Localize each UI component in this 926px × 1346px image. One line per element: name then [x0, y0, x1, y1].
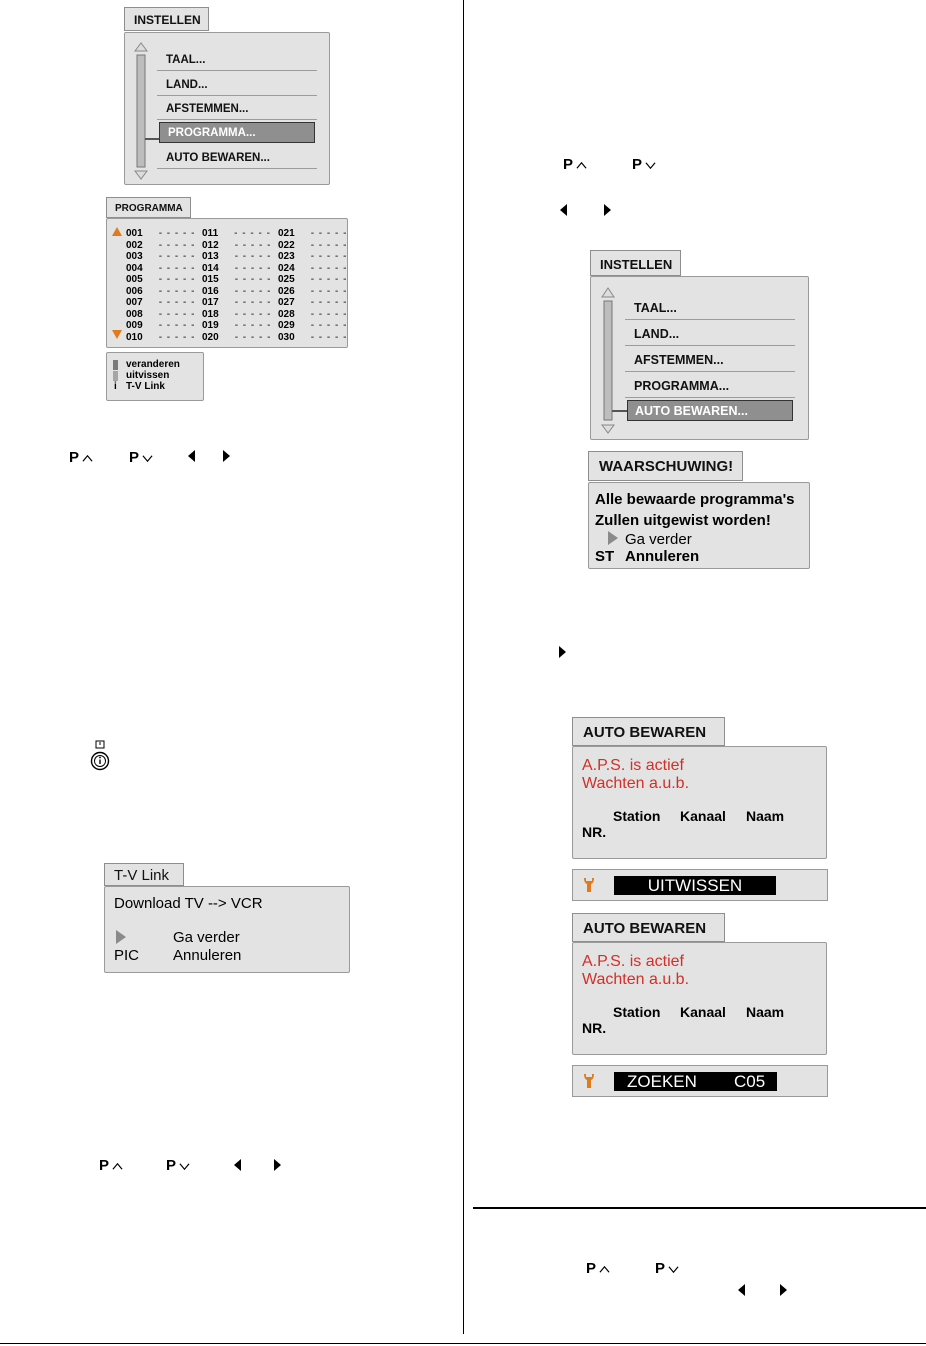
p-up-key	[586, 1260, 610, 1277]
chevron-down-icon	[142, 453, 153, 464]
warning-line-2: Zullen uitgewist worden!	[595, 512, 771, 529]
programma-number: 020	[202, 331, 219, 343]
programma-row[interactable]	[278, 332, 347, 344]
auto-bewaren-tab	[572, 717, 725, 746]
wait-line: Wachten a.u.b.	[582, 775, 690, 792]
col-nr: NR.	[582, 824, 607, 840]
menu-item-auto-bewaren[interactable]	[157, 145, 317, 169]
menu-item-afstemmen[interactable]	[625, 346, 795, 372]
p-up-key	[563, 156, 587, 173]
auto-bewaren-title: AUTO BEWAREN	[583, 920, 707, 937]
right-arrow-icon	[274, 1159, 281, 1171]
status-search-text	[614, 1072, 777, 1091]
menu-item-label: PROGRAMMA...	[634, 379, 730, 393]
programma-row[interactable]	[278, 297, 347, 309]
menu-item-land[interactable]	[625, 320, 795, 346]
warning-cancel-key: ST	[595, 548, 615, 565]
menu-item-label: AFSTEMMEN...	[166, 103, 249, 115]
programma-number: 025	[278, 274, 295, 285]
status-channel: C05	[734, 1072, 766, 1091]
programma-name: - - - - -	[158, 297, 196, 308]
menu-item-label: PROGRAMMA...	[168, 127, 256, 139]
left-arrow-icon	[234, 1159, 241, 1171]
programma-number: 014	[202, 262, 219, 274]
instellen-menu-tab-2	[590, 250, 681, 276]
p-key-letter: P	[586, 1260, 597, 1277]
menu-item-label: TAAL...	[166, 54, 206, 66]
programma-name: - - - - -	[310, 262, 348, 274]
p-key-letter: P	[166, 1157, 177, 1174]
programma-row[interactable]	[278, 320, 347, 332]
tv-link-title: T-V Link	[114, 867, 170, 884]
programma-row[interactable]	[202, 274, 271, 286]
programma-name: - - - - -	[234, 285, 272, 297]
chevron-down-icon	[645, 160, 656, 171]
programma-name: - - - - -	[310, 297, 348, 308]
p-up-key	[69, 449, 93, 466]
right-arrow-icon	[559, 646, 566, 658]
programma-row[interactable]	[126, 251, 195, 263]
legend-tv-link: T-V Link	[126, 381, 165, 392]
chevron-up-icon	[599, 1264, 610, 1275]
programma-row[interactable]	[278, 228, 347, 240]
tv-link-continue[interactable]: Ga verder	[173, 929, 240, 946]
chevron-down-icon	[668, 1264, 679, 1275]
right-arrow-icon	[780, 1284, 787, 1296]
menu-item-afstemmen[interactable]	[157, 96, 317, 120]
programma-name: - - - - -	[234, 251, 272, 262]
col-kanaal: Kanaal	[680, 1004, 726, 1020]
programma-number: 021	[278, 228, 295, 239]
programma-row[interactable]	[202, 332, 271, 344]
programma-row[interactable]	[126, 274, 195, 286]
programma-name: - - - - -	[234, 308, 272, 320]
programma-name: - - - - -	[310, 308, 348, 320]
programma-row[interactable]	[202, 286, 271, 298]
programma-name: - - - - -	[234, 262, 272, 274]
chevron-up-icon	[112, 1161, 123, 1172]
right-arrow-icon	[604, 204, 611, 216]
col-station: Station	[613, 808, 661, 824]
warning-cancel[interactable]: Annuleren	[625, 548, 700, 565]
warning-panel	[588, 482, 810, 569]
p-key-letter: P	[99, 1157, 110, 1174]
column-divider	[463, 0, 464, 1334]
auto-bewaren-tab-2	[572, 913, 725, 942]
scroll-up-icon[interactable]	[112, 227, 122, 236]
tv-link-download-line: Download TV --> VCR	[114, 895, 263, 912]
warning-continue[interactable]: Ga verder	[625, 531, 692, 548]
programma-name: - - - - -	[310, 331, 348, 343]
tv-link-cancel[interactable]: Annuleren	[173, 947, 242, 964]
programma-number: 015	[202, 274, 219, 285]
programma-name: - - - - -	[234, 331, 272, 343]
left-arrow-icon	[738, 1284, 745, 1296]
bottom-rule	[0, 1343, 926, 1344]
status-erase-text	[614, 876, 776, 895]
p-key-letter: P	[129, 449, 140, 466]
menu-item-label: TAAL...	[634, 301, 677, 315]
p-key-letter: P	[632, 156, 643, 173]
programma-name: - - - - -	[158, 251, 196, 262]
p-key-letter: P	[69, 449, 80, 466]
programma-name: - - - - -	[234, 297, 272, 308]
instellen-menu-tab	[124, 7, 209, 31]
programma-title: PROGRAMMA	[115, 203, 183, 214]
programma-number: 006	[126, 285, 143, 297]
col-naam: Naam	[746, 808, 785, 824]
programma-number: 005	[126, 274, 143, 285]
col-kanaal: Kanaal	[680, 808, 726, 824]
programma-number: 018	[202, 308, 219, 320]
programma-row[interactable]	[126, 332, 195, 344]
menu-item-label: LAND...	[166, 79, 208, 91]
programma-row[interactable]	[202, 320, 271, 332]
programma-name: - - - - -	[310, 251, 348, 262]
tv-link-cancel-key: PIC	[114, 947, 140, 964]
programma-number: 024	[278, 262, 295, 274]
instellen-menu-panel-2	[590, 276, 809, 440]
programma-row[interactable]	[202, 228, 271, 240]
menu-item-programma[interactable]	[625, 372, 795, 398]
p-down-key	[166, 1157, 190, 1174]
programma-name: - - - - -	[310, 320, 348, 331]
programma-number: 003	[126, 251, 143, 262]
programma-column	[202, 228, 271, 343]
info-button-icon	[87, 739, 115, 771]
programma-name: - - - - -	[158, 320, 196, 331]
programma-name: - - - - -	[310, 239, 348, 251]
programma-number: 001	[126, 228, 143, 239]
programma-number: 004	[126, 262, 143, 274]
warning-title: WAARSCHUWING!	[599, 458, 734, 475]
programma-name: - - - - -	[158, 274, 196, 285]
menu-item-label: LAND...	[634, 327, 680, 341]
play-icon	[608, 531, 618, 545]
auto-bewaren-panel	[572, 746, 827, 859]
programma-number: 008	[126, 308, 143, 320]
programma-row[interactable]	[278, 274, 347, 286]
programma-row[interactable]	[126, 297, 195, 309]
menu-item-taal[interactable]	[157, 47, 317, 71]
play-icon	[116, 930, 126, 944]
menu-item-programma[interactable]	[159, 122, 315, 143]
aps-status-line: A.P.S. is actief	[582, 757, 684, 774]
wrench-icon	[583, 1073, 595, 1089]
legend-swatch-dark	[113, 360, 118, 370]
chevron-up-icon	[576, 160, 587, 171]
p-key-letter: P	[563, 156, 574, 173]
programma-name: - - - - -	[234, 274, 272, 285]
p-key-letter: P	[655, 1260, 666, 1277]
programma-number: 012	[202, 239, 219, 251]
programma-row[interactable]	[126, 263, 195, 275]
instellen-menu-title: INSTELLEN	[134, 13, 201, 27]
programma-name: - - - - -	[234, 228, 271, 239]
legend-veranderen: veranderen	[126, 359, 180, 370]
programma-name: - - - - -	[158, 262, 196, 274]
p-down-key	[655, 1260, 679, 1277]
menu-item-auto-bewaren[interactable]	[627, 400, 793, 421]
menu-item-label: AUTO BEWAREN...	[635, 404, 748, 418]
programma-number: 023	[278, 251, 295, 262]
left-arrow-icon	[188, 450, 195, 462]
programma-row[interactable]	[126, 286, 195, 298]
programma-number: 030	[278, 331, 295, 343]
auto-bewaren-status-bar	[572, 869, 828, 901]
programma-name: - - - - -	[310, 285, 348, 297]
programma-grid	[126, 228, 346, 346]
col-station: Station	[613, 1004, 661, 1020]
status-text: UITWISSEN	[647, 876, 743, 895]
programma-row[interactable]	[278, 251, 347, 263]
programma-row[interactable]	[126, 309, 195, 321]
wait-line: Wachten a.u.b.	[582, 971, 690, 988]
programma-column	[126, 228, 195, 343]
programma-row[interactable]	[126, 320, 195, 332]
p-down-key	[632, 156, 656, 173]
status-text: ZOEKEN	[627, 1072, 697, 1091]
programma-row[interactable]	[278, 240, 347, 252]
programma-name: - - - - -	[158, 331, 196, 343]
menu-item-land[interactable]	[157, 72, 317, 96]
programma-name: - - - - -	[158, 285, 196, 297]
programma-number: 027	[278, 297, 295, 308]
programma-legend	[106, 352, 204, 401]
menu-item-taal[interactable]	[625, 293, 795, 320]
col-nr: NR.	[582, 1020, 607, 1036]
programma-number: 016	[202, 285, 219, 297]
section-rule	[473, 1207, 926, 1209]
warning-tab	[588, 451, 743, 481]
programma-row[interactable]	[202, 309, 271, 321]
programma-number: 013	[202, 251, 219, 262]
programma-row[interactable]	[126, 240, 195, 252]
programma-number: 028	[278, 308, 295, 320]
programma-name: - - - - -	[158, 228, 196, 239]
legend-swatch-gray	[113, 371, 118, 381]
menu-item-label: AUTO BEWAREN...	[166, 152, 270, 164]
programma-number: 017	[202, 297, 219, 308]
warning-line-1: Alle bewaarde programma's	[595, 491, 795, 508]
programma-number: 002	[126, 239, 143, 251]
programma-name: - - - - -	[310, 274, 348, 285]
auto-bewaren-title: AUTO BEWAREN	[583, 724, 707, 741]
instellen-menu-panel	[124, 32, 330, 185]
programma-number: 019	[202, 320, 219, 331]
tv-link-panel	[104, 886, 350, 973]
programma-row[interactable]	[202, 240, 271, 252]
programma-number: 011	[202, 228, 219, 239]
left-arrow-icon	[560, 204, 567, 216]
programma-row[interactable]	[202, 297, 271, 309]
p-up-key	[99, 1157, 123, 1174]
programma-name: - - - - -	[158, 239, 196, 251]
programma-name: - - - - -	[310, 228, 348, 239]
aps-status-line: A.P.S. is actief	[582, 953, 684, 970]
instellen-menu-title: INSTELLEN	[600, 257, 673, 272]
legend-uitvissen: uitvissen	[126, 370, 170, 381]
programma-row[interactable]	[278, 286, 347, 298]
programma-number: 029	[278, 320, 295, 331]
auto-bewaren-status-bar-2	[572, 1065, 828, 1097]
auto-bewaren-panel-2	[572, 942, 827, 1055]
programma-number: 010	[126, 331, 143, 343]
scroll-down-icon[interactable]	[112, 330, 122, 339]
tv-link-tab	[104, 863, 184, 886]
chevron-down-icon	[179, 1161, 190, 1172]
programma-number: 009	[126, 320, 143, 331]
programma-name: - - - - -	[234, 320, 272, 331]
p-down-key	[129, 449, 153, 466]
programma-tab	[106, 197, 191, 218]
programma-number: 026	[278, 285, 295, 297]
info-icon: i	[114, 381, 117, 392]
programma-number: 007	[126, 297, 143, 308]
chevron-up-icon	[82, 453, 93, 464]
programma-name: - - - - -	[158, 308, 196, 320]
programma-column	[278, 228, 347, 343]
programma-number: 022	[278, 239, 295, 251]
menu-item-label: AFSTEMMEN...	[634, 353, 724, 367]
col-naam: Naam	[746, 1004, 785, 1020]
programma-panel	[106, 218, 348, 348]
programma-row[interactable]	[202, 263, 271, 275]
right-arrow-icon	[223, 450, 230, 462]
programma-name: - - - - -	[234, 239, 272, 251]
programma-row[interactable]	[278, 309, 347, 321]
programma-row[interactable]	[202, 251, 271, 263]
programma-row[interactable]	[278, 263, 347, 275]
programma-row[interactable]	[126, 228, 195, 240]
wrench-icon	[583, 877, 595, 893]
